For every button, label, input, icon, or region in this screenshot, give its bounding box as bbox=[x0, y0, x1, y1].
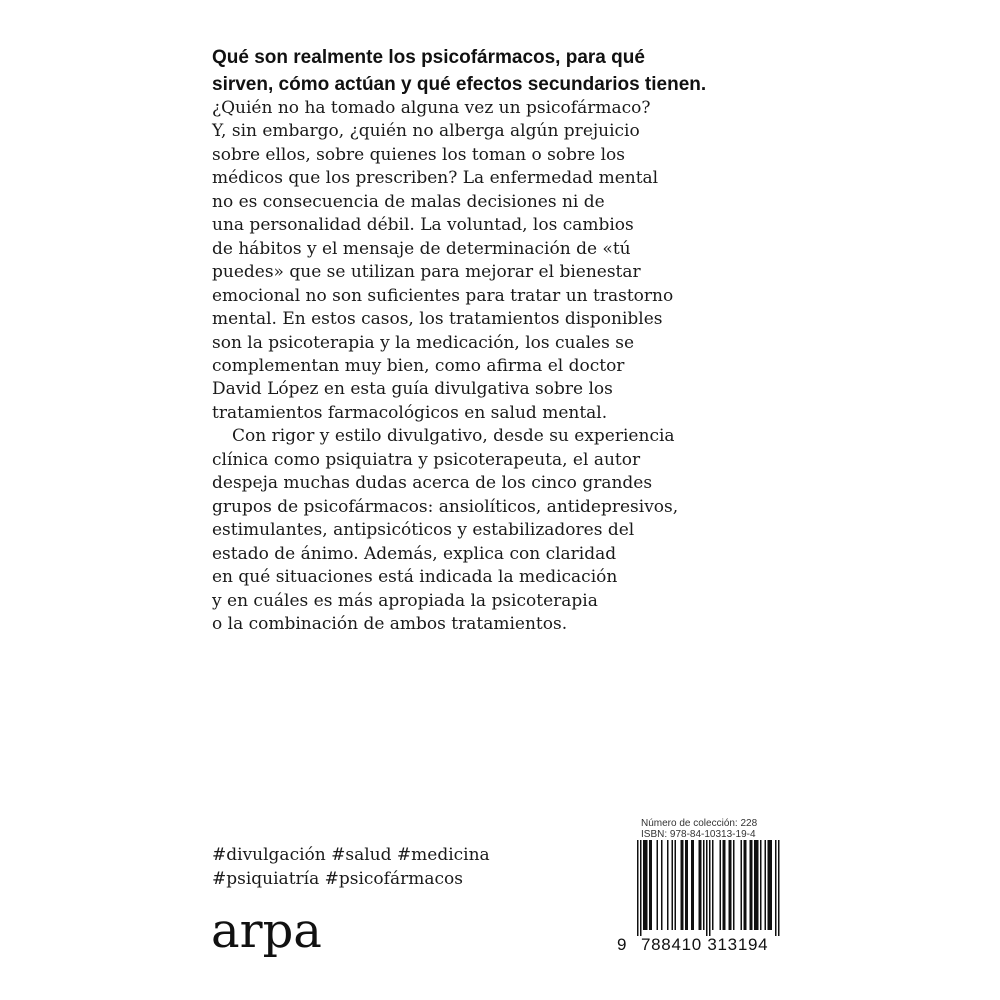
barcode-bar bbox=[646, 840, 648, 930]
barcode-bar bbox=[645, 840, 647, 930]
barcode-bar bbox=[661, 840, 663, 930]
synopsis-line: y en cuáles es más apropiada la psicoterapia bbox=[212, 590, 598, 611]
barcode-bar bbox=[724, 840, 726, 930]
synopsis-line: complementan muy bien, como afirma el doctor bbox=[212, 355, 625, 376]
barcode-bar bbox=[778, 840, 780, 936]
hashtag-line: #divulgación #salud #medicina bbox=[212, 845, 490, 865]
barcode-bar bbox=[667, 840, 669, 930]
barcode-bar bbox=[745, 840, 747, 930]
barcode-icon bbox=[617, 840, 787, 936]
synopsis-line: ¿Quién no ha tomado alguna vez un psicofármaco? bbox=[212, 98, 651, 118]
barcode-bar bbox=[682, 840, 684, 930]
barcode-bar bbox=[750, 840, 752, 930]
synopsis-line: estado de ánimo. Además, explica con claridad bbox=[212, 543, 617, 564]
barcode-bar bbox=[723, 840, 725, 930]
synopsis-line: Y, sin embargo, ¿quién no alberga algún prejuicio bbox=[212, 121, 640, 142]
barcode-bar bbox=[744, 840, 746, 930]
synopsis-line: no es consecuencia de malas decisiones ni de bbox=[212, 191, 605, 212]
synopsis-line: Con rigor y estilo divulgativo, desde su experiencia bbox=[232, 426, 675, 447]
synopsis-line: emocional no son suficientes para tratar un trastorno bbox=[212, 285, 674, 306]
synopsis-line: sobre ellos, sobre quienes los toman o sobre los bbox=[212, 144, 625, 165]
synopsis-line: grupos de psicofármacos: ansiolíticos, antidepresivos, bbox=[212, 496, 679, 517]
synopsis-line: en qué situaciones está indicada la medicación bbox=[212, 567, 618, 588]
headline-line: Qué son realmente los psicofármacos, para qué bbox=[212, 47, 645, 68]
collection-number: Número de colección: 228 bbox=[641, 818, 758, 829]
synopsis-line: tratamientos farmacológicos en salud mental. bbox=[212, 402, 608, 423]
barcode-bar bbox=[730, 840, 732, 930]
barcode-bar bbox=[672, 840, 674, 930]
synopsis-line: puedes» que se utilizan para mejorar el bienestar bbox=[212, 262, 641, 283]
synopsis-line: David López en esta guía divulgativa sobre los bbox=[212, 379, 613, 400]
synopsis-line: mental. En estos casos, los tratamientos disponibles bbox=[212, 309, 663, 330]
barcode-bar bbox=[706, 840, 708, 936]
headline bbox=[212, 44, 712, 98]
barcode-bar bbox=[712, 840, 714, 930]
synopsis-line: médicos que los prescriben? La enfermedad mental bbox=[212, 168, 659, 189]
barcode-bar bbox=[699, 840, 701, 930]
hashtag-line: #psiquiatría #psicofármacos bbox=[212, 868, 463, 889]
barcode-bar bbox=[691, 840, 693, 930]
barcode-bar bbox=[693, 840, 695, 930]
barcode-bar bbox=[651, 840, 653, 930]
barcode-bar bbox=[657, 840, 659, 930]
barcode-block bbox=[617, 818, 787, 958]
barcode-bar bbox=[775, 840, 777, 936]
barcode-bar bbox=[756, 840, 758, 930]
barcode-bar bbox=[771, 840, 773, 930]
barcode-bar bbox=[637, 840, 639, 936]
synopsis-line: son la psicoterapia y la medicación, los cuales se bbox=[212, 332, 635, 353]
barcode-bar bbox=[675, 840, 677, 930]
synopsis-line: despeja muchas dudas acerca de los cinco grandes bbox=[212, 473, 653, 494]
barcode-bar bbox=[709, 840, 711, 936]
barcode-bar bbox=[681, 840, 683, 930]
synopsis-line: estimulantes, antipsicóticos y estabilizadores del bbox=[212, 520, 635, 541]
barcode-bar bbox=[720, 840, 722, 930]
barcode-bar bbox=[768, 840, 770, 930]
barcode-bar bbox=[733, 840, 735, 930]
synopsis-line: de hábitos y el mensaje de determinación de «tú bbox=[212, 238, 631, 259]
synopsis-line: una personalidad débil. La voluntad, los cambios bbox=[212, 215, 634, 236]
barcode-bar bbox=[649, 840, 651, 930]
barcode-first-digit: 9 bbox=[617, 935, 627, 954]
synopsis bbox=[212, 97, 772, 636]
hashtags bbox=[212, 844, 512, 891]
synopsis-line: o la combinación de ambos tratamientos. bbox=[212, 613, 568, 634]
barcode-bar bbox=[687, 840, 689, 930]
barcode-bar bbox=[757, 840, 759, 930]
barcode-bar bbox=[751, 840, 753, 930]
headline-line: sirven, cómo actúan y qué efectos secundarios tienen. bbox=[212, 74, 707, 95]
barcode-bar bbox=[741, 840, 743, 930]
barcode-bar bbox=[643, 840, 645, 930]
barcode-bar bbox=[640, 840, 642, 936]
isbn-label: ISBN: 978-84-10313-19-4 bbox=[641, 829, 756, 840]
barcode-bar bbox=[765, 840, 767, 930]
barcode-bar bbox=[685, 840, 687, 930]
publisher-logo: arpa bbox=[211, 903, 322, 959]
barcode-bar bbox=[760, 840, 762, 930]
barcode-bar bbox=[754, 840, 756, 930]
barcode-bar bbox=[700, 840, 702, 930]
barcode-bar bbox=[729, 840, 731, 930]
synopsis-line: clínica como psiquiatra y psicoterapeuta, el autor bbox=[212, 449, 641, 470]
barcode-number: 788410 313194 bbox=[641, 935, 769, 954]
barcode-bar bbox=[769, 840, 771, 930]
barcode-bar bbox=[703, 840, 705, 930]
